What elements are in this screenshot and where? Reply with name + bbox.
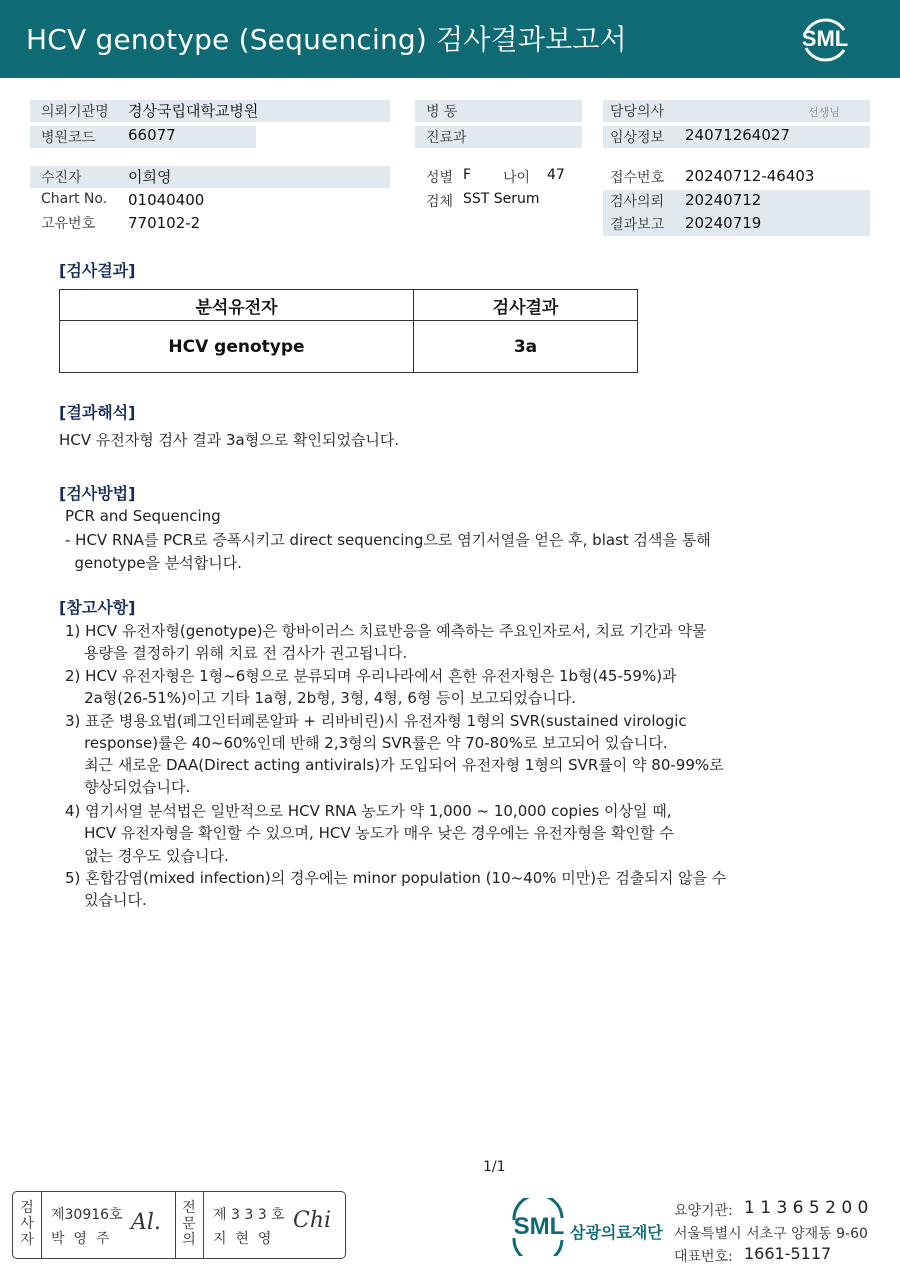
organization-name: 삼광의료재단 [570, 1223, 663, 1242]
result-gene: HCV genotype [60, 321, 414, 373]
result-table [59, 289, 638, 373]
note-line: 3) 표준 병용요법(페그인터페론알파 + 리바비린)시 유전자형 1형의 SVR(sustained virologic [65, 712, 687, 730]
report-date-label: 결과보고 [610, 217, 665, 233]
note-line: 1) HCV 유전자형(genotype)은 항바이러스 치료반응을 예측하는 주요인자로서, 치료 기간과 약물 [65, 622, 707, 640]
age-value: 47 [547, 167, 565, 183]
institution-value: 경상국립대학교병원 [128, 102, 259, 120]
sex-label: 성별 [426, 170, 454, 186]
doctor-suffix: 선생님 [808, 106, 840, 119]
method-section-title: [검사방법] [59, 484, 136, 503]
specialist-label: 전 문 의 [182, 1200, 196, 1248]
note-line: 용량을 결정하기 위해 치료 전 검사가 권고됩니다. [65, 644, 408, 662]
phone-label: 대표번호: [674, 1249, 733, 1265]
phone-number: 1661-5117 [744, 1244, 832, 1263]
specialist-signature: Chi [293, 1208, 332, 1233]
note-line: 4) 염기서열 분석법은 일반적으로 HCV RNA 농도가 약 1,000 ~ 10,000 copies 이상일 때, [65, 802, 672, 820]
dept-label: 진료과 [426, 130, 467, 146]
chart-label: Chart No. [41, 191, 108, 207]
note-line: 있습니다. [65, 891, 147, 909]
hospital-code-label: 병원코드 [41, 130, 96, 146]
examiner-number: 제30916호 [51, 1207, 123, 1223]
report-date-value: 20240719 [685, 214, 762, 232]
patient-bar [30, 166, 390, 188]
patient-label: 수진자 [41, 170, 82, 186]
sml-logo [798, 14, 852, 64]
institution-label: 의뢰기관명 [41, 104, 109, 120]
note-line: 5) 혼합감염(mixed infection)의 경우에는 minor population (10~40% 미만)은 검출되지 않을 수 [65, 869, 727, 887]
hospital-code-value: 66077 [128, 126, 176, 144]
interpretation-text: HCV 유전자형 검사 결과 3a형으로 확인되었습니다. [59, 431, 400, 449]
result-col-gene-header: 분석유전자 [60, 290, 414, 321]
logo-text: SML [801, 26, 849, 51]
request-value: 20240712 [685, 191, 762, 209]
note-line: response)률은 40~60%인데 반해 2,3형의 SVR률은 약 70-80%로 보고되어 있습니다. [65, 734, 668, 752]
examiner-label: 검 사 자 [20, 1200, 34, 1248]
specimen-label: 검체 [426, 194, 454, 210]
care-label: 요양기관: [674, 1203, 733, 1219]
result-col-value-header: 검사결과 [414, 290, 638, 321]
result-header-row [60, 290, 638, 321]
chart-value: 01040400 [128, 191, 205, 209]
method-line: PCR and Sequencing [65, 507, 221, 525]
receipt-label: 접수번호 [610, 170, 665, 186]
unique-label: 고유번호 [41, 216, 96, 232]
notes-section-title: [참고사항] [59, 598, 136, 617]
note-line: 2a형(26-51%)이고 기타 1a형, 2b형, 3형, 4형, 6형 등이 보고되었습니다. [65, 689, 577, 707]
result-section-title: [검사결과] [59, 261, 136, 280]
interpretation-section-title: [결과해석] [59, 403, 136, 422]
note-line: 향상되었습니다. [65, 778, 191, 796]
specimen-value: SST Serum [463, 191, 540, 207]
footer-logo-text: SML [513, 1213, 565, 1240]
ward-label: 병 동 [426, 104, 458, 120]
note-line: 없는 경우도 있습니다. [65, 847, 229, 865]
specialist-number: 제 3 3 3 호 [213, 1207, 285, 1223]
clinical-label: 임상정보 [610, 130, 665, 146]
report-header [0, 0, 900, 78]
note-line: HCV 유전자형을 확인할 수 있으며, HCV 농도가 매우 낮은 경우에는 유전자형을 확인할 수 [65, 824, 674, 842]
doctor-label: 담당의사 [610, 104, 665, 120]
method-line: - HCV RNA를 PCR로 증폭시키고 direct sequencing으로 염기서열을 얻은 후, blast 검색을 통해 [65, 531, 711, 549]
note-line: 2) HCV 유전자형은 1형~6형으로 분류되며 우리나라에서 흔한 유전자형은 1b형(45-59%)과 [65, 667, 677, 685]
result-row [60, 321, 638, 373]
clinical-value: 24071264027 [685, 126, 790, 144]
specialist-name: 지 현 영 [213, 1231, 272, 1247]
care-number: 1 1 3 6 5 2 0 0 [744, 1198, 869, 1218]
age-label: 나이 [503, 170, 531, 186]
method-line: genotype을 분석합니다. [65, 554, 242, 572]
signature-box [12, 1191, 346, 1259]
note-line: 최근 새로운 DAA(Direct acting antivirals)가 도입되어 유전자형 1형의 SVR률이 약 80-99%로 [65, 756, 724, 774]
receipt-value: 20240712-46403 [685, 167, 815, 185]
request-label: 검사의뢰 [610, 194, 665, 210]
patient-value: 이희영 [128, 168, 172, 186]
report-title: HCV genotype (Sequencing) 검사결과보고서 [26, 23, 627, 56]
examiner-name: 박 영 주 [51, 1231, 110, 1247]
unique-value: 770102-2 [128, 214, 201, 232]
examiner-signature: Al. [131, 1210, 161, 1235]
divider [175, 1192, 176, 1258]
sex-value: F [463, 167, 472, 183]
result-value: 3a [414, 321, 638, 373]
divider [41, 1192, 42, 1258]
page-number: 1/1 [483, 1159, 506, 1175]
divider [203, 1192, 204, 1258]
address: 서울특별시 서초구 양재동 9-60 [674, 1226, 868, 1242]
